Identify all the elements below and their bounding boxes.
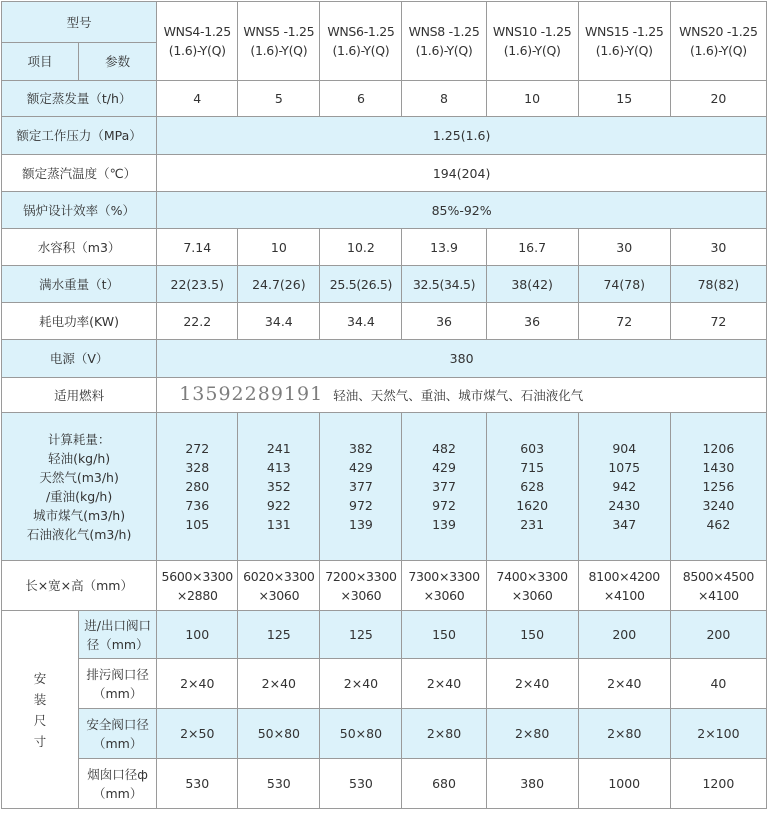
dimension-cell: 7300×3300 ×3060 bbox=[402, 561, 486, 611]
dimension-cell: 8500×4500 ×4100 bbox=[670, 561, 766, 611]
value-cell: 50×80 bbox=[320, 709, 402, 759]
power-supply-row bbox=[2, 340, 767, 378]
value-cell: 72 bbox=[578, 303, 670, 340]
install-chimney-row bbox=[2, 759, 767, 809]
water-volume-row bbox=[2, 229, 767, 266]
value-cell: 125 bbox=[320, 611, 402, 659]
boiler-spec-table bbox=[1, 1, 767, 809]
value-cell: 10 bbox=[238, 229, 320, 266]
value-cell: 530 bbox=[320, 759, 402, 809]
value-cell: 30 bbox=[578, 229, 670, 266]
value-cell: 85%-92% bbox=[157, 192, 767, 229]
row-label: 额定工作压力（MPa） bbox=[2, 117, 157, 155]
header-row bbox=[2, 2, 767, 43]
value-cell: 15 bbox=[578, 81, 670, 117]
value-cell: 100 bbox=[157, 611, 238, 659]
consumption-col-6: 904 1075 942 2430 347 bbox=[578, 413, 670, 561]
value-cell: 380 bbox=[157, 340, 767, 378]
value-cell: 2×40 bbox=[402, 659, 486, 709]
value-cell: 78(82) bbox=[670, 266, 766, 303]
dimension-cell: 8100×4200 ×4100 bbox=[578, 561, 670, 611]
row-label: 电源（V） bbox=[2, 340, 157, 378]
value-cell: 2×80 bbox=[578, 709, 670, 759]
consumption-col-7: 1206 1430 1256 3240 462 bbox=[670, 413, 766, 561]
model-col-5: WNS10 -1.25 (1.6)-Y(Q) bbox=[486, 2, 578, 81]
model-col-7: WNS20 -1.25 (1.6)-Y(Q) bbox=[670, 2, 766, 81]
value-cell: 10 bbox=[486, 81, 578, 117]
install-group-label: 安 装 尺 寸 bbox=[2, 611, 79, 809]
value-cell: 194(204) bbox=[157, 155, 767, 192]
value-cell: 24.7(26) bbox=[238, 266, 320, 303]
value-cell: 2×50 bbox=[157, 709, 238, 759]
full-weight-row bbox=[2, 266, 767, 303]
value-cell: 2×100 bbox=[670, 709, 766, 759]
value-cell: 7.14 bbox=[157, 229, 238, 266]
value-cell: 1000 bbox=[578, 759, 670, 809]
value-cell: 74(78) bbox=[578, 266, 670, 303]
value-cell: 2×40 bbox=[486, 659, 578, 709]
install-blowdown-row bbox=[2, 659, 767, 709]
consumption-col-2: 241 413 352 922 131 bbox=[238, 413, 320, 561]
value-cell: 10.2 bbox=[320, 229, 402, 266]
pressure-row bbox=[2, 117, 767, 155]
value-cell: 34.4 bbox=[320, 303, 402, 340]
param-label: 参数 bbox=[79, 43, 157, 81]
phone-watermark: 13592289191 bbox=[179, 383, 324, 405]
dimensions-row bbox=[2, 561, 767, 611]
value-cell: 4 bbox=[157, 81, 238, 117]
value-cell: 32.5(34.5) bbox=[402, 266, 486, 303]
power-row bbox=[2, 303, 767, 340]
dimension-cell: 7200×3300 ×3060 bbox=[320, 561, 402, 611]
value-cell: 5 bbox=[238, 81, 320, 117]
value-cell: 36 bbox=[486, 303, 578, 340]
value-cell: 125 bbox=[238, 611, 320, 659]
value-cell: 50×80 bbox=[238, 709, 320, 759]
value-cell: 150 bbox=[486, 611, 578, 659]
fuel-row bbox=[2, 378, 767, 413]
value-cell: 25.5(26.5) bbox=[320, 266, 402, 303]
install-inlet-row bbox=[2, 611, 767, 659]
value-cell: 2×80 bbox=[402, 709, 486, 759]
row-label: 水容积（m3） bbox=[2, 229, 157, 266]
consumption-col-3: 382 429 377 972 139 bbox=[320, 413, 402, 561]
model-col-2: WNS5 -1.25 (1.6)-Y(Q) bbox=[238, 2, 320, 81]
row-label: 满水重量（t） bbox=[2, 266, 157, 303]
fuel-cell bbox=[157, 378, 767, 413]
row-label: 锅炉设计效率（%） bbox=[2, 192, 157, 229]
value-cell: 20 bbox=[670, 81, 766, 117]
temperature-row bbox=[2, 155, 767, 192]
efficiency-row bbox=[2, 192, 767, 229]
value-cell: 22.2 bbox=[157, 303, 238, 340]
value-cell: 1.25(1.6) bbox=[157, 117, 767, 155]
value-cell: 72 bbox=[670, 303, 766, 340]
install-safety-row bbox=[2, 709, 767, 759]
model-label: 型号 bbox=[2, 2, 157, 43]
value-cell: 2×40 bbox=[157, 659, 238, 709]
model-col-3: WNS6-1.25 (1.6)-Y(Q) bbox=[320, 2, 402, 81]
row-label: 长×宽×高（mm） bbox=[2, 561, 157, 611]
value-cell: 530 bbox=[238, 759, 320, 809]
consumption-col-4: 482 429 377 972 139 bbox=[402, 413, 486, 561]
value-cell: 380 bbox=[486, 759, 578, 809]
dimension-cell: 6020×3300 ×3060 bbox=[238, 561, 320, 611]
value-cell: 40 bbox=[670, 659, 766, 709]
value-cell: 200 bbox=[578, 611, 670, 659]
consumption-row bbox=[2, 413, 767, 561]
model-col-6: WNS15 -1.25 (1.6)-Y(Q) bbox=[578, 2, 670, 81]
value-cell: 530 bbox=[157, 759, 238, 809]
value-cell: 22(23.5) bbox=[157, 266, 238, 303]
item-label: 项目 bbox=[2, 43, 79, 81]
consumption-col-1: 272 328 280 736 105 bbox=[157, 413, 238, 561]
value-cell: 16.7 bbox=[486, 229, 578, 266]
consumption-col-5: 603 715 628 1620 231 bbox=[486, 413, 578, 561]
value-cell: 2×80 bbox=[486, 709, 578, 759]
steam-capacity-row bbox=[2, 81, 767, 117]
value-cell: 30 bbox=[670, 229, 766, 266]
row-label: 额定蒸汽温度（℃） bbox=[2, 155, 157, 192]
value-cell: 2×40 bbox=[320, 659, 402, 709]
dimension-cell: 7400×3300 ×3060 bbox=[486, 561, 578, 611]
consumption-labels: 计算耗量： 轻油(kg/h) 天然气(m3/h) /重油(kg/h) 城市煤气(m3/h) 石油液化气(m3/h) bbox=[2, 413, 157, 561]
value-cell: 38(42) bbox=[486, 266, 578, 303]
row-label: 额定蒸发量（t/h） bbox=[2, 81, 157, 117]
fuel-list: 轻油、天然气、重油、城市煤气、石油液化气 bbox=[333, 388, 584, 403]
row-label: 适用燃料 bbox=[2, 378, 157, 413]
value-cell: 680 bbox=[402, 759, 486, 809]
row-label: 耗电功率(KW) bbox=[2, 303, 157, 340]
install-label: 进/出口阀口 径（mm） bbox=[79, 611, 157, 659]
value-cell: 150 bbox=[402, 611, 486, 659]
value-cell: 2×40 bbox=[238, 659, 320, 709]
value-cell: 13.9 bbox=[402, 229, 486, 266]
value-cell: 34.4 bbox=[238, 303, 320, 340]
value-cell: 8 bbox=[402, 81, 486, 117]
value-cell: 2×40 bbox=[578, 659, 670, 709]
value-cell: 36 bbox=[402, 303, 486, 340]
install-label: 排污阀口径 （mm） bbox=[79, 659, 157, 709]
value-cell: 6 bbox=[320, 81, 402, 117]
value-cell: 200 bbox=[670, 611, 766, 659]
value-cell: 1200 bbox=[670, 759, 766, 809]
install-label: 烟囱口径ф （mm） bbox=[79, 759, 157, 809]
dimension-cell: 5600×3300 ×2880 bbox=[157, 561, 238, 611]
install-label: 安全阀口径 （mm） bbox=[79, 709, 157, 759]
model-col-1: WNS4-1.25 (1.6)-Y(Q) bbox=[157, 2, 238, 81]
model-col-4: WNS8 -1.25 (1.6)-Y(Q) bbox=[402, 2, 486, 81]
